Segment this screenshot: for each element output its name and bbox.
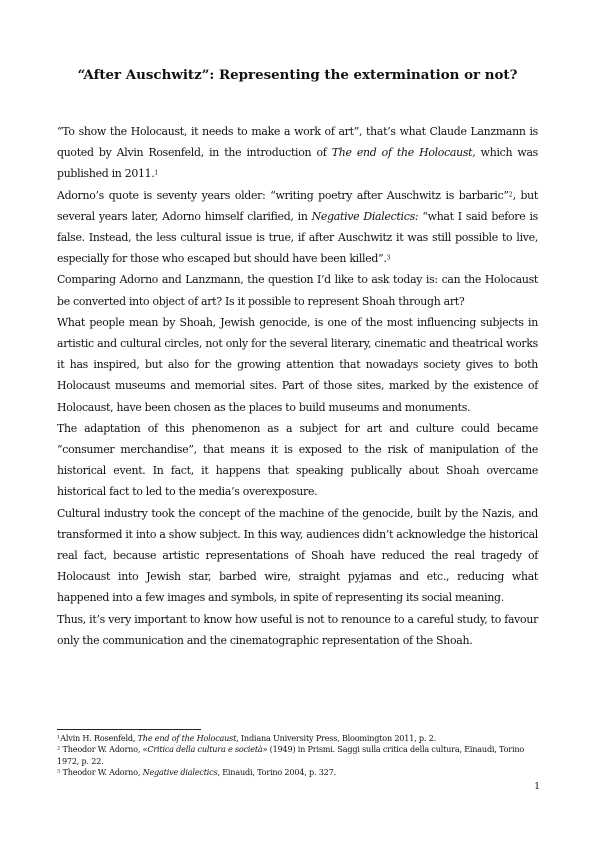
footnote-divider bbox=[57, 729, 201, 730]
footnotes bbox=[57, 733, 538, 779]
footnote-ref-1[interactable]: 1 bbox=[154, 169, 159, 177]
footnote-1: $^1$Alvin H. Rosenfeld, The end of the Holocaust, Indiana University Press, Bloomington 2011, p. 2. bbox=[57, 733, 436, 743]
body-text bbox=[57, 121, 538, 651]
footnote-3: $^3$ Theodor W. Adorno, Negative dialectics, Einaudi, Torino 2004, p. 327. bbox=[57, 767, 336, 778]
paragraph-6: Cultural industry took the concept of the machine of the genocide, built by the Nazis, and transformed it into a show subject. In this way, audiences didn’t acknowledge the historical real fact, because artistic representations of Shoah have reduced the real tragedy of Holocaust into Jewish star, barbed wire, straight pyjamas and etc., reducing what happened into a few images and symbols, in spite of representing its social meaning. bbox=[57, 506, 538, 605]
document-title: “After Auschwitz”: Representing the extermination or not? bbox=[77, 67, 518, 83]
paragraph-1: “To show the Holocaust, it needs to make a work of art”, that’s what Claude Lanzmann is quoted by Alvin Rosenfeld, in the introduction of The end of the Holocaust, which was published in 2011.$^1$ bbox=[57, 125, 538, 181]
paragraph-2: Adorno’s quote is seventy years older: “writing poetry after Auschwitz is barbaric”$^2$, but several years later, Adorno himself clarified, in Negative Dialectics: “what I said before is false. Instead, the less cultural issue is true, if after Auschwitz it was still possible to live, especially for those who escaped but should have been killed”.$^3$ bbox=[57, 188, 539, 266]
paragraph-5: The adaptation of this phenomenon as a subject for art and culture could became “consumer merchandise”, that means it is exposed to the risk of manipulation of the historical event. In fact, it happens that speaking publically about Shoah overcame historical fact to led to the media’s overexposure. bbox=[57, 421, 538, 499]
book-title-italic: The end of the Holocaust, bbox=[331, 146, 476, 160]
footnote-ref-3[interactable]: 3 bbox=[386, 254, 391, 262]
page-number: 1 bbox=[534, 782, 540, 792]
book-title-italic: Negative Dialectics: bbox=[311, 209, 419, 223]
footnote-2: $^2$ Theodor W. Adorno, «Critica della cultura e società» (1949) in Prismi. Saggi sulla critica della cultura, Einaudi, Torino 1972, p. 22. bbox=[57, 744, 525, 766]
paragraph-3: Comparing Adorno and Lanzmann, the question I’d like to ask today is: can the Holocaust be converted into object of art? Is it possible to represent Shoah through art? bbox=[57, 273, 538, 308]
footnote-ref-2[interactable]: 2 bbox=[508, 190, 513, 198]
paragraph-4: What people mean by Shoah, Jewish genocide, is one of the most influencing subjects in artistic and cultural circles, not only for the several literary, cinematic and theatrical works it has inspired, but also for the growing attention that nowadays society gives to both Holocaust museums and memorial sites. Part of those sites, marked by the existence of Holocaust, have been chosen as the places to build museums and monuments. bbox=[57, 315, 538, 414]
paragraph-7: Thus, it’s very important to know how useful is not to renounce to a careful study, to favour only the communication and the cinematographic representation of the Shoah. bbox=[57, 612, 538, 647]
